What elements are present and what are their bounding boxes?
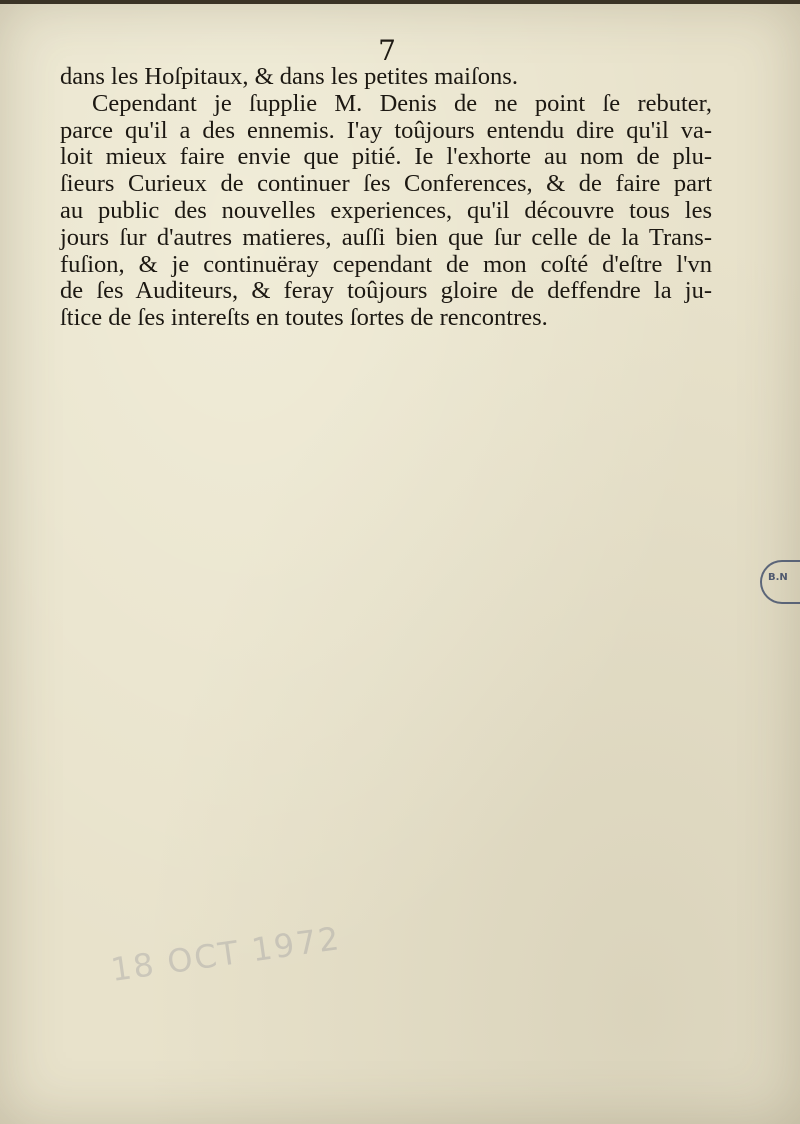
text-line: fuſion, & je continuëray cependant de mon coſté d'eſtre l'vn bbox=[60, 250, 712, 278]
body-text bbox=[60, 64, 712, 332]
text-line: ſtice de ſes intereſts en toutes ſortes de rencontres. bbox=[60, 304, 548, 332]
page-number: 7 bbox=[378, 34, 396, 67]
text-line: loit mieux faire envie que pitié. Ie l'exhorte au nom de plu- bbox=[60, 143, 712, 171]
faint-date-stamp: 18 OCT 1972 bbox=[108, 919, 344, 989]
text-line: ſieurs Curieux de continuer ſes Conferences, & de faire part bbox=[60, 170, 712, 198]
library-stamp: B.N bbox=[760, 560, 800, 604]
text-line: parce qu'il a des ennemis. I'ay toûjours entendu dire qu'il va- bbox=[60, 116, 712, 144]
page-top-edge bbox=[0, 0, 800, 4]
text-line: de ſes Auditeurs, & feray toûjours gloire de deffendre la ju- bbox=[60, 277, 712, 305]
text-line: au public des nouvelles experiences, qu'il découvre tous les bbox=[60, 196, 712, 224]
text-line: dans les Hoſpitaux, & dans les petites maiſons. bbox=[60, 63, 518, 90]
text-line: jours ſur d'autres matieres, auſſi bien que ſur celle de la Trans- bbox=[60, 223, 712, 251]
text-line: Cependant je ſupplie M. Denis de ne point ſe rebuter, bbox=[92, 89, 712, 117]
